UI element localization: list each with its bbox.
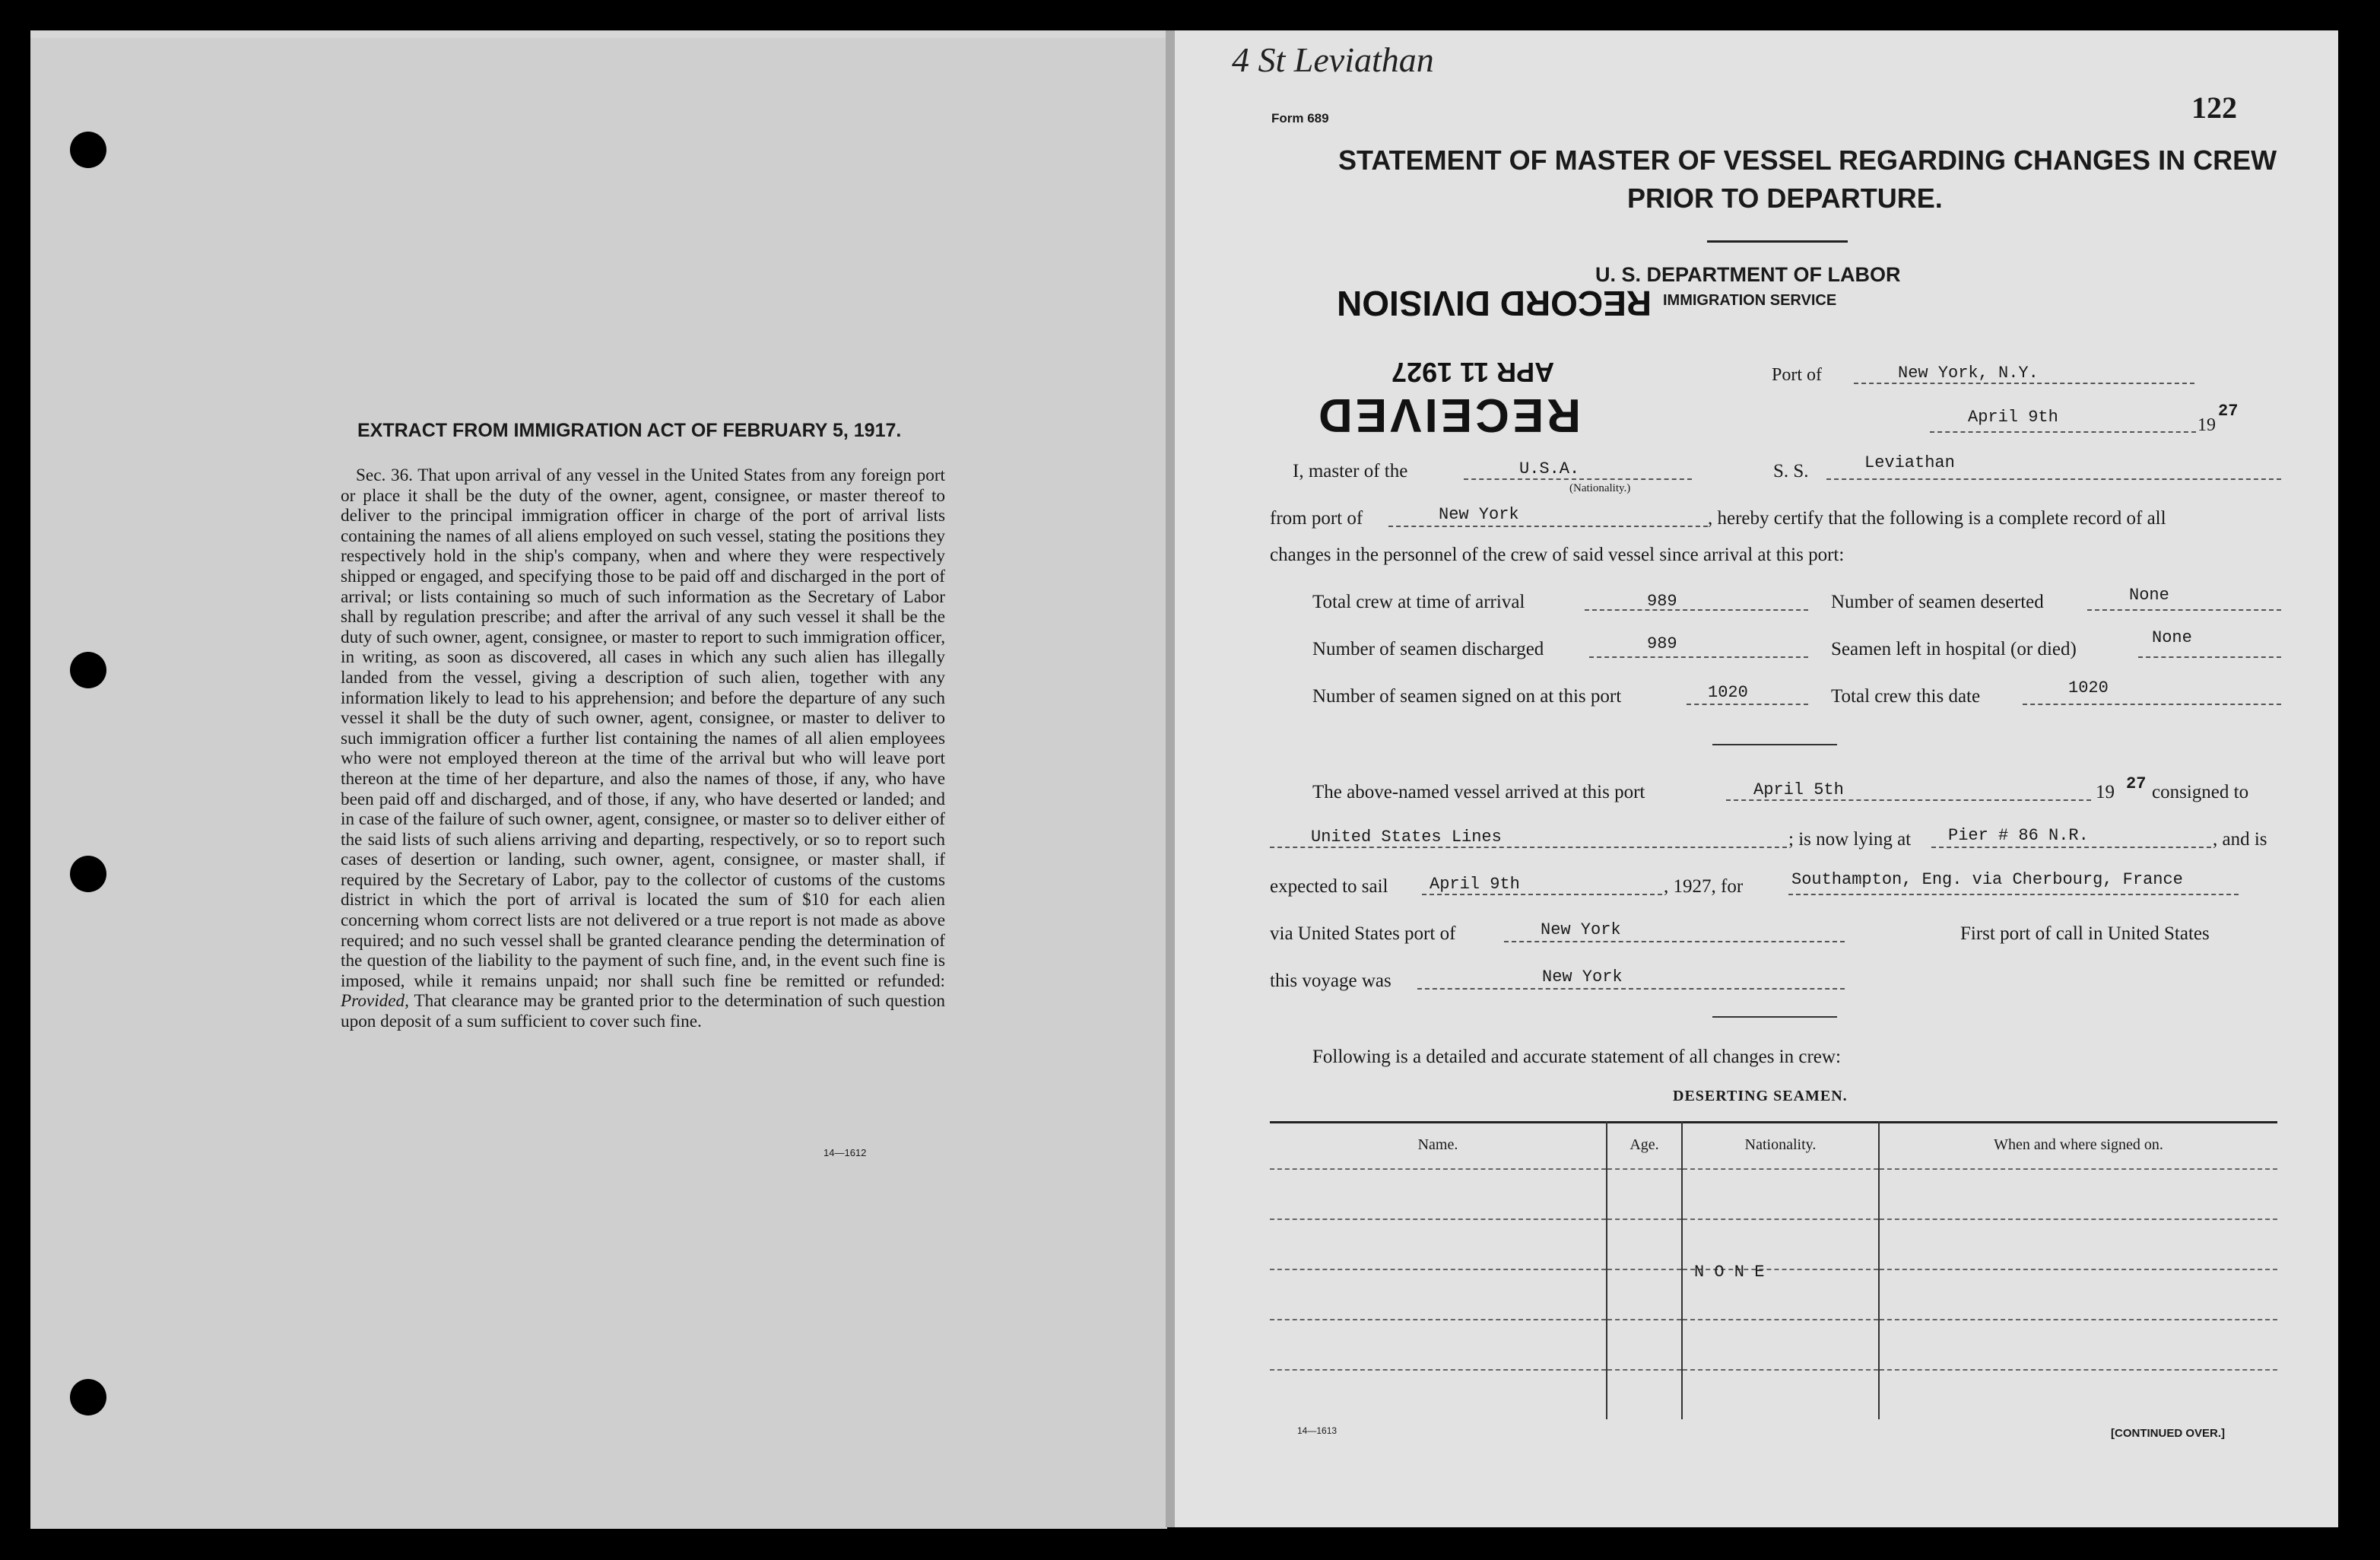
pier-value: Pier # 86 N.R. bbox=[1948, 826, 2089, 845]
date-value: April 9th bbox=[1968, 408, 2058, 427]
binder-hole bbox=[70, 1379, 106, 1415]
proviso-label: Provided, bbox=[341, 991, 409, 1012]
form-number: Form 689 bbox=[1271, 111, 1329, 125]
total-crew-arrival-label: Total crew at time of arrival bbox=[1312, 592, 1525, 612]
form-title-line2: PRIOR TO DEPARTURE. bbox=[1627, 183, 1943, 214]
via-value: New York bbox=[1541, 920, 1621, 939]
deserting-seamen-table bbox=[1270, 1121, 2277, 1419]
header-signed-on: When and where signed on. bbox=[1994, 1136, 2163, 1153]
table-row bbox=[1270, 1370, 2277, 1419]
header-name: Name. bbox=[1270, 1121, 1607, 1169]
section-rule bbox=[1712, 1016, 1837, 1018]
ss-value: Leviathan bbox=[1864, 453, 1955, 472]
voyage-value: New York bbox=[1542, 967, 1623, 987]
stamp-date: APR 11 1927 bbox=[1392, 357, 1555, 388]
table-none-entry: N O N E bbox=[1694, 1263, 1765, 1282]
table-row bbox=[1270, 1320, 2277, 1370]
following-text: Following is a detailed and accurate statement of all changes in crew: bbox=[1312, 1047, 1841, 1067]
ss-line bbox=[1826, 478, 2281, 480]
discharged-line bbox=[1589, 656, 1808, 658]
sail-line bbox=[1422, 894, 1662, 895]
signed-on-label: Number of seamen signed on at this port bbox=[1312, 686, 1622, 707]
binder-hole bbox=[70, 856, 106, 892]
from-port-value: New York bbox=[1439, 505, 1519, 524]
section-label: Sec. 36. bbox=[356, 465, 413, 485]
voyage-line bbox=[1417, 988, 1845, 990]
binder-hole bbox=[70, 132, 106, 168]
pier-line bbox=[1931, 847, 2211, 848]
proviso-text: That clearance may be granted prior to the determination of such question upon deposit of a sum sufficient to cover such fine. bbox=[341, 991, 945, 1032]
form-title-line1: STATEMENT OF MASTER OF VESSEL REGARDING CHANGES IN CREW bbox=[1338, 145, 2277, 176]
port-value: New York, N.Y. bbox=[1898, 364, 2039, 383]
table-row bbox=[1270, 1219, 2277, 1269]
table-row bbox=[1270, 1169, 2277, 1219]
header-nationality: Nationality. bbox=[1682, 1121, 1879, 1169]
total-crew-date-label: Total crew this date bbox=[1831, 686, 1981, 707]
extract-body bbox=[341, 465, 945, 1032]
from-port-label: from port of bbox=[1270, 508, 1363, 529]
destination-line bbox=[1788, 894, 2239, 895]
arrived-value: April 5th bbox=[1753, 780, 1844, 799]
total-crew-date-line bbox=[2023, 704, 2281, 705]
right-print-code: 14—1613 bbox=[1297, 1425, 1338, 1436]
port-line bbox=[1854, 383, 2194, 384]
section-rule bbox=[1712, 744, 1837, 745]
header-age: Age. bbox=[1607, 1121, 1682, 1169]
discharged-label: Number of seamen discharged bbox=[1312, 639, 1544, 659]
consignee-line bbox=[1270, 847, 1787, 848]
hospital-value: None bbox=[2152, 628, 2192, 647]
consignee-value: United States Lines bbox=[1311, 828, 1502, 847]
deserting-heading: DESERTING SEAMEN. bbox=[1673, 1088, 1848, 1104]
total-crew-arrival-line bbox=[1585, 609, 1808, 611]
certify-text: , hereby certify that the following is a complete record of all bbox=[1708, 508, 2166, 529]
voyage-label: this voyage was bbox=[1270, 971, 1392, 991]
page-number: 122 bbox=[2191, 91, 2237, 125]
nationality-value: U.S.A. bbox=[1519, 459, 1580, 478]
stamp-record-division: RECORD DIVISION bbox=[1337, 284, 1652, 323]
from-port-line bbox=[1388, 526, 1708, 527]
deserted-label: Number of seamen deserted bbox=[1831, 592, 2044, 612]
stamp-received: RECEIVED bbox=[1315, 389, 1581, 441]
date-year-prefix: 19 bbox=[2198, 415, 2216, 435]
ss-label: S. S. bbox=[1773, 461, 1809, 481]
signed-on-value: 1020 bbox=[1708, 683, 1748, 702]
total-crew-date-value: 1020 bbox=[2068, 678, 2109, 697]
consigned-label: consigned to bbox=[2152, 782, 2249, 802]
page-fold bbox=[1166, 30, 1175, 1527]
nationality-caption: (Nationality.) bbox=[1569, 482, 1631, 494]
hospital-line bbox=[2138, 656, 2281, 658]
first-port-label: First port of call in United States bbox=[1960, 923, 2210, 944]
arrived-year-prefix: 19 bbox=[2096, 782, 2115, 802]
and-is-text: , and is bbox=[2213, 829, 2267, 850]
deserted-line bbox=[2087, 609, 2281, 611]
changes-text: changes in the personnel of the crew of said vessel since arrival at this port: bbox=[1270, 545, 1845, 565]
left-print-code: 14—1612 bbox=[823, 1147, 867, 1158]
via-line bbox=[1504, 941, 1845, 942]
table-row bbox=[1270, 1269, 2277, 1320]
table-header-row bbox=[1270, 1121, 2277, 1169]
expected-label: expected to sail bbox=[1270, 876, 1388, 897]
continued-over-label: [CONTINUED OVER.] bbox=[2111, 1427, 2225, 1440]
sail-year: , 1927, for bbox=[1664, 876, 1744, 897]
extract-title: EXTRACT FROM IMMIGRATION ACT OF FEBRUARY 5, 1917. bbox=[357, 420, 902, 441]
handwritten-note: 4 St Leviathan bbox=[1232, 40, 1434, 79]
nationality-line bbox=[1464, 478, 1692, 480]
port-label: Port of bbox=[1772, 365, 1822, 385]
hospital-label: Seamen left in hospital (or died) bbox=[1831, 639, 2077, 659]
discharged-value: 989 bbox=[1647, 634, 1677, 653]
lying-label: ; is now lying at bbox=[1788, 829, 1912, 850]
total-crew-arrival-value: 989 bbox=[1647, 592, 1677, 611]
master-label: I, master of the bbox=[1293, 461, 1408, 481]
deserted-value: None bbox=[2129, 586, 2169, 605]
department-label: U. S. DEPARTMENT OF LABOR bbox=[1595, 263, 1901, 286]
arrived-line bbox=[1726, 799, 2091, 801]
via-label: via United States port of bbox=[1270, 923, 1456, 944]
date-line bbox=[1930, 431, 2196, 433]
sail-value: April 9th bbox=[1430, 875, 1520, 894]
binder-hole bbox=[70, 652, 106, 688]
arrived-label: The above-named vessel arrived at this port bbox=[1312, 782, 1645, 802]
destination-value: Southampton, Eng. via Cherbourg, France bbox=[1791, 870, 2183, 889]
title-rule bbox=[1707, 240, 1848, 243]
signed-on-line bbox=[1687, 704, 1808, 705]
arrived-year-suffix: 27 bbox=[2126, 774, 2147, 793]
date-year-suffix: 27 bbox=[2218, 402, 2239, 421]
service-label: IMMIGRATION SERVICE bbox=[1663, 292, 1837, 309]
section-text: That upon arrival of any vessel in the United States from any foreign port or place it shall be the duty of the owner, agent, consignee, or master thereof to deliver to the principal immigration officer in charge of the port of arrival lists containing the names of all aliens employed on such vessel, stating the positions they respectively hold in the ship's company, when and where they were respectively shipped or engaged, and specifying those to be paid off and discharged in the port of arrival; or lists containing so much of such information as the Secretary of Labor shall by regulation prescribe; and after the arrival of any such vessel it shall be the duty of such owner, agent, consignee, or master to report to such immigration officer, in writing, as soon as discovered, all cases in which any such alien has illegally landed from the vessel, giving a description of such alien, together with any information likely to lead to his apprehension; and before the departure of any such vessel it shall be the duty of such owner, agent, consignee, or master to deliver to such immigration officer a further list containing the names of all alien employees who were not employed thereon at the time of the arrival but who will leave port thereon at the time of her departure, and also the names of those, if any, who have been paid off and discharged, and of those, if any, who have deserted or landed; and in case of the failure of such owner, agent, consignee, or master so to deliver either of the said lists of such aliens arriving and departing, respectively, or so to report such cases of desertion or landing, such owner, agent, consignee, or master shall, if required by the Secretary of Labor, pay to the collector of customs of the customs district in which the port of arrival is located the sum of $10 for each alien concerning whom correct lists are not delivered or a true report is not made as above required; and no such vessel shall be granted clearance pending the determination of the question of the liability to the payment of such fine, and, in the event such fine is imposed, while it remains unpaid; nor shall such fine be remitted or refunded: bbox=[341, 465, 945, 991]
